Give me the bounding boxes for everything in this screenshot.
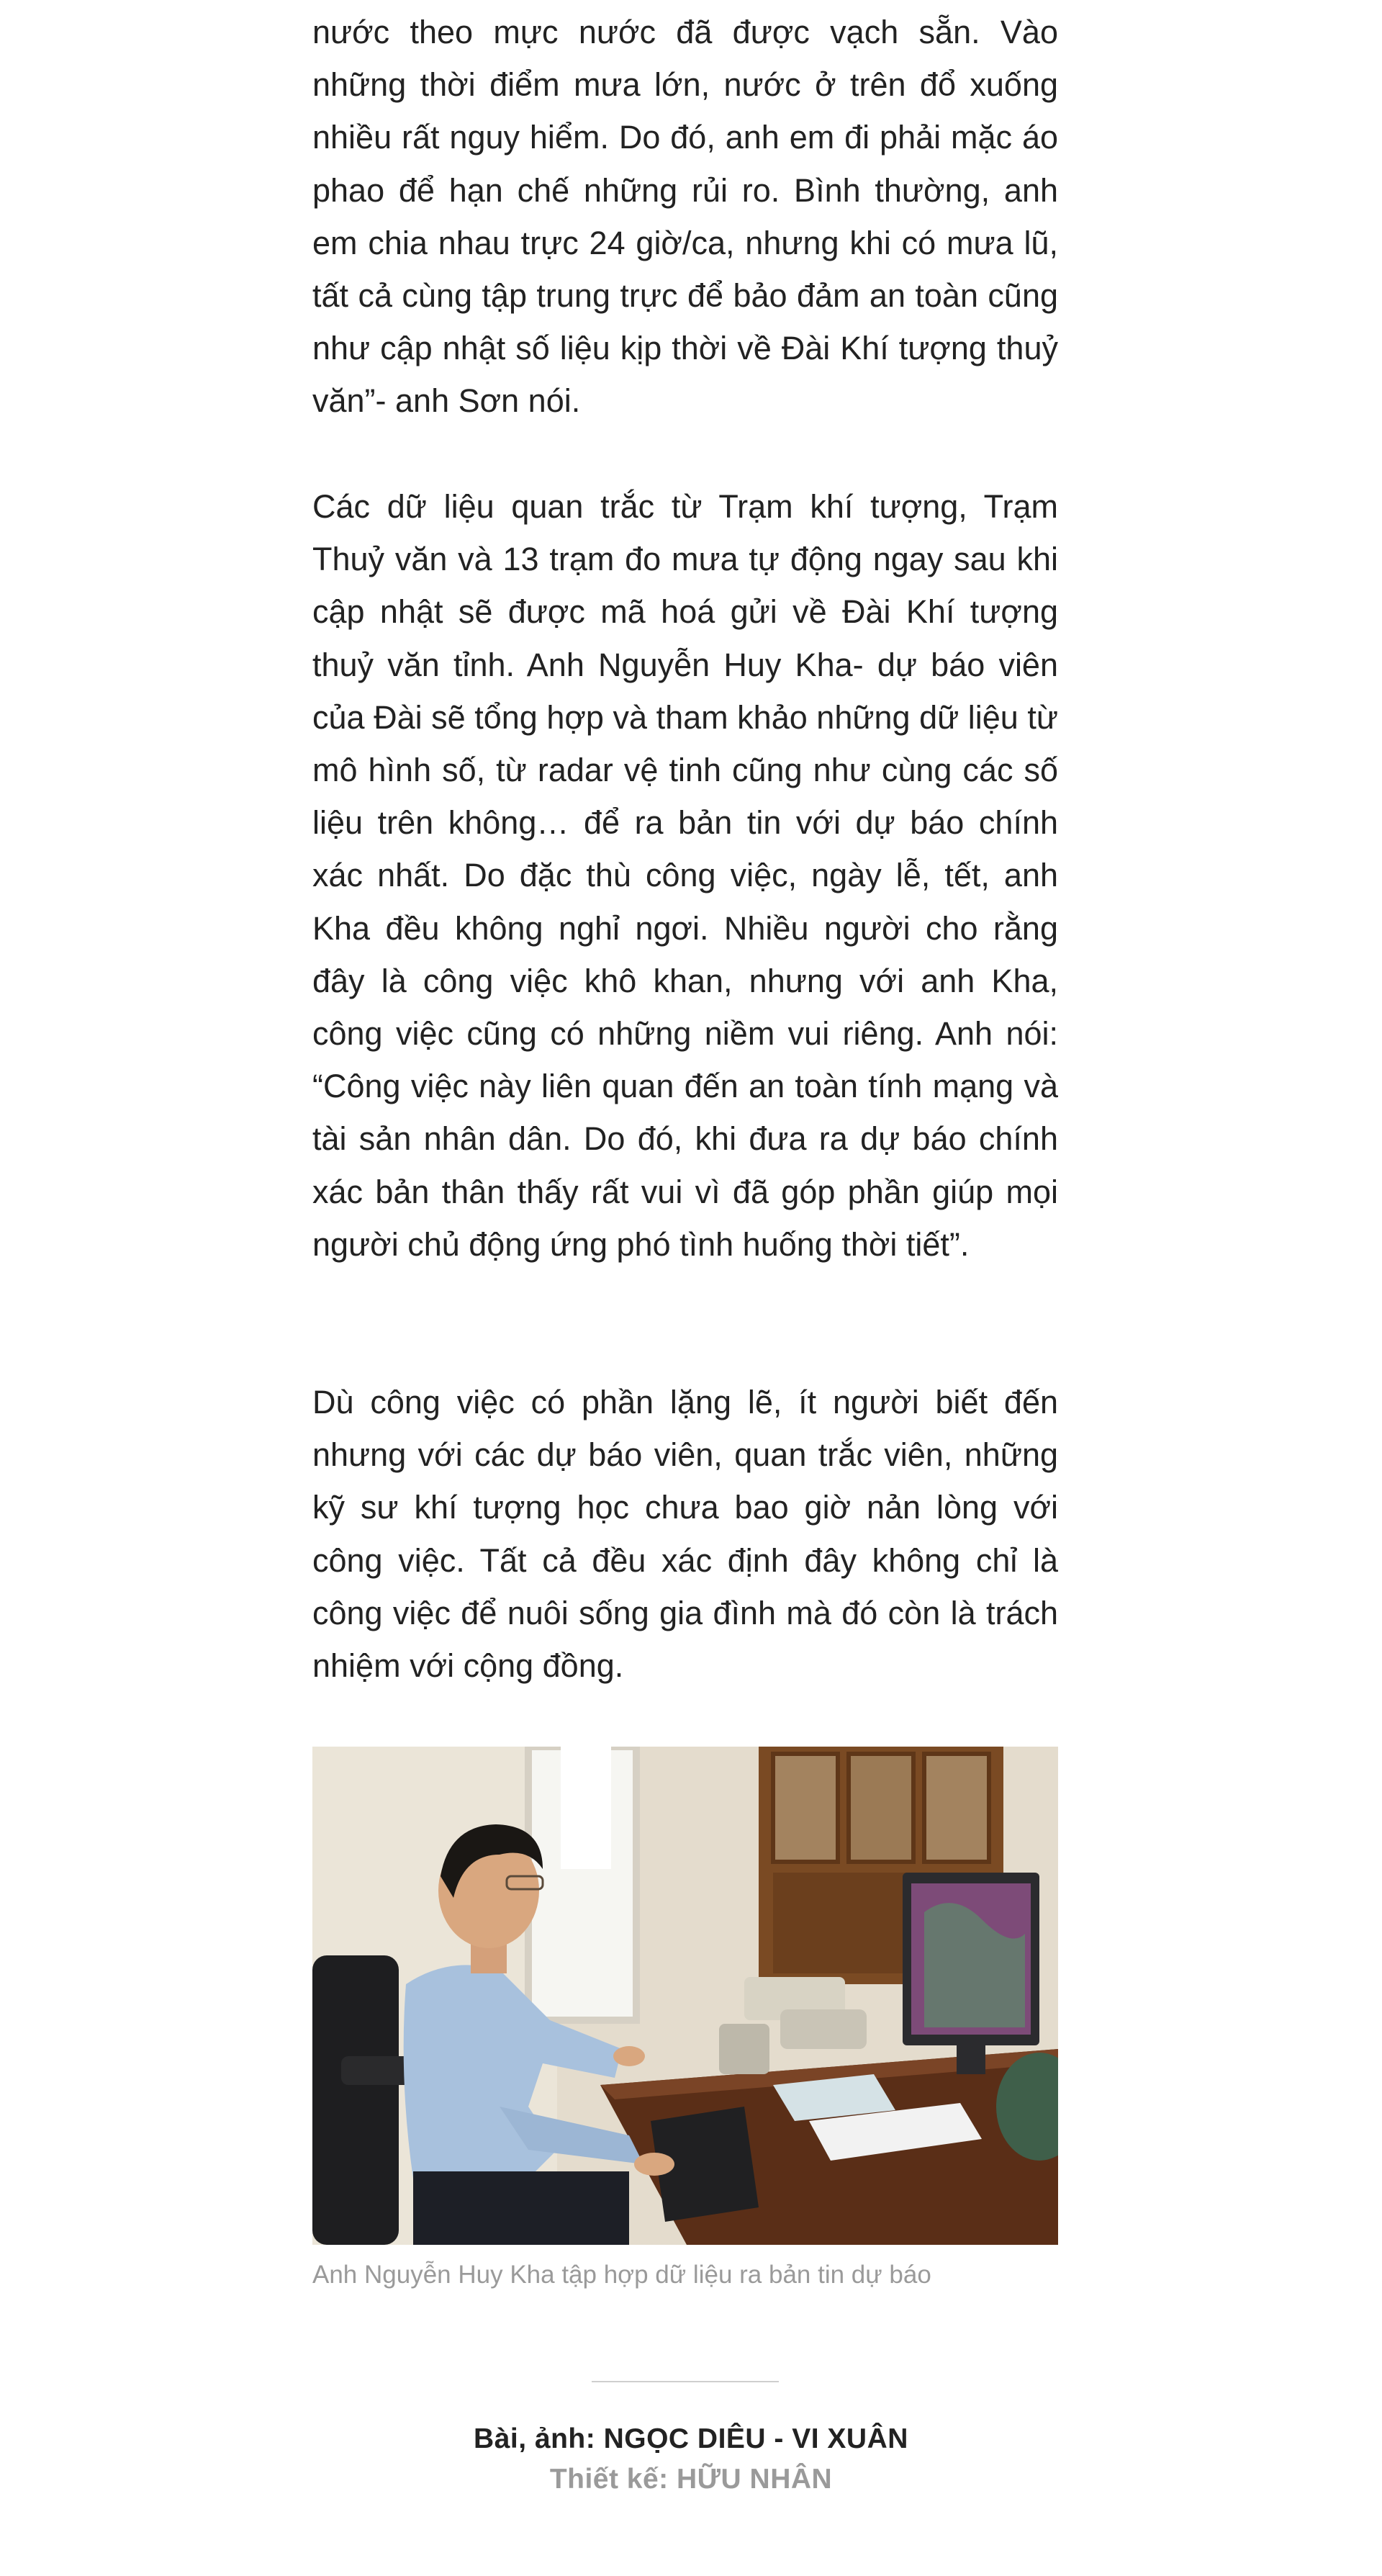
article-paragraph-2: Các dữ liệu quan trắc từ Trạm khí tượng, Trạm Thuỷ văn và 13 trạm đo mưa tự động ngay sau khi cập nhật sẽ được mã hoá gửi về Đài Khí tượng thuỷ văn tỉnh. Anh Nguyễn Huy Kha- dự báo viên của Đài sẽ tổng hợp và tham khảo những dữ liệu từ mô hình số, từ radar vệ tinh cũng như cùng các số liệu trên không… để ra bản tin với dự báo chính xác nhất. Do đặc thù công việc, ngày lễ, tết, anh Kha đều không nghỉ ngơi. Nhiều người cho rằng đây là công việc khô khan, nhưng với anh Kha, công việc cũng có những niềm vui riêng. Anh nói: “Công việc này liên quan đến an toàn tính mạng và tài sản nhân dân. Do đó, khi đưa ra dự báo chính xác bản thân thấy rất vui vì đã góp phần giúp mọi người chủ động ứng phó tình huống thời tiết”.	[312, 488, 1058, 1263]
article-paragraph-1: nước theo mực nước đã được vạch sẵn. Vào những thời điểm mưa lớn, nước ở trên đổ xuống nhiều rất nguy hiểm. Do đó, anh em đi phải mặc áo phao để hạn chế những rủi ro. Bình thường, anh em chia nhau trực 24 giờ/ca, nhưng khi có mưa lũ, tất cả cùng tập trung trực để bảo đảm an toàn cũng như cập nhật số liệu kịp thời về Đài Khí tượng thuỷ văn”- anh Sơn nói.	[312, 14, 1058, 420]
article-paragraph-3: Dù công việc có phần lặng lẽ, ít người biết đến nhưng với các dự báo viên, quan trắc viên, những kỹ sư khí tượng học chưa bao giờ nản lòng với công việc. Tất cả đều xác định đây không chỉ là công việc để nuôi sống gia đình mà đó còn là trách nhiệm với cộng đồng.	[312, 1384, 1058, 1685]
photo-caption: Anh Nguyễn Huy Kha tập hợp dữ liệu ra bản tin dự báo	[312, 2261, 931, 2289]
article-credits	[0, 2419, 1382, 2500]
author-credit: Bài, ảnh: NGỌC DIÊU - VI XUÂN	[474, 2423, 908, 2454]
forecaster-at-desk-illustration	[312, 1747, 1058, 2245]
article-photo	[312, 1747, 1058, 2245]
credits-divider	[592, 2381, 779, 2382]
design-credit: Thiết kế: HỮU NHÂN	[549, 2464, 833, 2495]
